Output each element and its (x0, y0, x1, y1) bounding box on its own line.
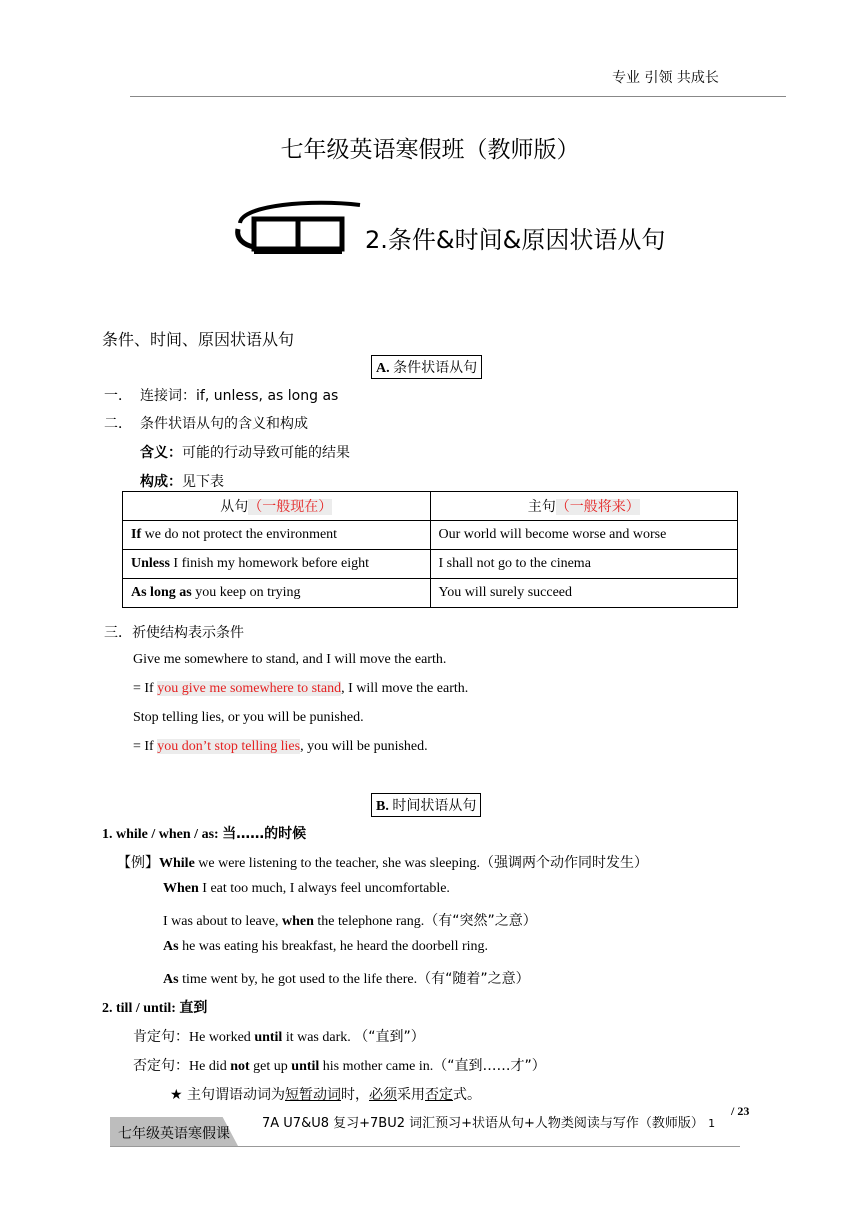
example-sentence-3: Stop telling lies, or you will be punished. (133, 710, 364, 725)
footer-course-text (262, 1112, 715, 1131)
footer-tab-label: 七年级英语寒假课 (118, 1126, 230, 1142)
example-sentence-4 (133, 739, 428, 755)
s1-text: we were listening to the teacher, she was sleeping. (194, 856, 480, 871)
aff-note: （“直到”） (354, 1029, 425, 1045)
table-header-row (123, 492, 738, 521)
meaning-line (140, 442, 350, 462)
part-b-text: 时间状语从句 (392, 798, 477, 814)
tip-part-b: 时， (341, 1087, 370, 1103)
clause-keyword: Unless (131, 556, 170, 571)
clause-keyword: If (131, 527, 142, 542)
neg-middle: get up (249, 1059, 292, 1074)
structure-label: 构成： (140, 474, 182, 490)
table-cell-main: You will surely succeed (430, 579, 738, 608)
tip-underline-3: 否定 (425, 1087, 454, 1103)
ex2-suffix: , I will move the earth. (341, 681, 469, 696)
part-a-text: 条件状语从句 (393, 360, 478, 376)
example-sentence-2 (133, 681, 468, 697)
ex2-answer: you give me somewhere to stand (157, 681, 342, 696)
example-sentence-1: Give me somewhere to stand, and I will move the earth. (133, 652, 447, 667)
s5-text: time went by, he got used to the life there. (178, 972, 418, 987)
lesson-title: 2.条件&时间&原因状语从句 (365, 226, 666, 254)
subheading-while-when-as (102, 823, 306, 843)
table-cell-main: Our world will become worse and worse (430, 521, 738, 550)
example-as-2 (163, 968, 530, 988)
s3-keyword: when (281, 914, 314, 929)
s2-text: I eat too much, I always feel uncomfortable. (198, 881, 450, 896)
ex4-answer: you don’t stop telling lies (157, 739, 301, 754)
affirmative-example (133, 1026, 425, 1046)
grammar-tip (170, 1084, 481, 1104)
s3-suffix: the telephone rang. (313, 914, 425, 929)
s1-note: （强调两个动作同时发生） (479, 855, 648, 871)
table-cell-clause (123, 550, 431, 579)
example-while (117, 852, 648, 872)
neg-keyword-not: not (230, 1059, 250, 1074)
aff-suffix: it was dark. (282, 1030, 351, 1045)
page-total: / 23 (731, 1104, 750, 1118)
item-2-text: 条件状语从句的含义和构成 (140, 416, 308, 432)
neg-suffix: his mother came in. (319, 1059, 434, 1074)
header-main-note: （一般将来） (555, 499, 640, 515)
tip-part-a: 主句谓语动词为 (187, 1087, 286, 1103)
meaning-text: 可能的行动导致可能的结果 (182, 445, 350, 461)
header-main-text: 主句 (527, 499, 556, 515)
condition-table (122, 491, 738, 608)
table-cell-clause (123, 579, 431, 608)
item-2-number: 二． (104, 416, 132, 432)
structure-line (140, 471, 224, 491)
s2-keyword: When (163, 881, 199, 896)
table-cell-main: I shall not go to the cinema (430, 550, 738, 579)
header-motto: 专业 引领 共成长 (612, 70, 719, 86)
tip-part-c: 采用 (397, 1087, 426, 1103)
negative-label: 否定句： (133, 1058, 189, 1074)
section-heading: 条件、时间、原因状语从句 (102, 330, 295, 349)
sub2-english: 2. till / until: (102, 1001, 176, 1016)
aff-keyword: until (254, 1030, 283, 1045)
table-header-clause (123, 492, 431, 521)
sub1-chinese: 当……的时候 (222, 826, 307, 842)
s1-keyword: While (159, 856, 195, 871)
clause-text: I finish my homework before eight (169, 556, 369, 571)
subheading-till-until (102, 997, 207, 1017)
s4-text: he was eating his breakfast, he heard the doorbell ring. (178, 939, 489, 954)
table-cell-clause (123, 521, 431, 550)
table-row (123, 521, 738, 550)
affirmative-label: 肯定句： (133, 1029, 189, 1045)
table-row (123, 550, 738, 579)
part-b-letter: B. (376, 799, 389, 814)
footer-rule (110, 1146, 740, 1147)
part-b-label (371, 793, 481, 817)
example-as-1 (163, 939, 488, 955)
clause-keyword: As long as (131, 585, 192, 600)
clause-text: you keep on trying (191, 585, 301, 600)
example-mark: 【例】 (117, 855, 159, 871)
footer-description: 7A U7&U8 复习+7BU2 词汇预习+状语从句+人物类阅读与写作（教师版） (262, 1116, 704, 1131)
s5-note: （有“随着”之意） (417, 971, 530, 987)
ex4-prefix: = If (133, 739, 158, 754)
negative-example (133, 1055, 546, 1075)
structure-text: 见下表 (182, 474, 224, 490)
meaning-label: 含义： (140, 445, 182, 461)
clause-text: we do not protect the environment (141, 527, 338, 542)
header-rule (130, 96, 786, 97)
example-when (163, 881, 450, 897)
tip-part-d: 式。 (453, 1087, 482, 1103)
ex4-suffix: , you will be punished. (300, 739, 428, 754)
item-1-text: 连接词：if, unless, as long as (140, 388, 339, 404)
ex2-prefix: = If (133, 681, 158, 696)
tip-underline-1: 短暂动词 (285, 1087, 342, 1103)
header-clause-text: 从句 (220, 499, 249, 515)
s5-keyword: As (163, 972, 179, 987)
example-when-sudden (163, 910, 537, 930)
item-1-number: 一． (104, 388, 132, 404)
neg-note: （“直到……才”） (433, 1058, 546, 1074)
header-clause-note: （一般现在） (248, 499, 333, 515)
page-number: 1 (708, 1117, 716, 1130)
aff-prefix: He worked (189, 1030, 255, 1045)
s4-keyword: As (163, 939, 179, 954)
sub2-chinese: 直到 (179, 1000, 208, 1016)
book-icon (232, 193, 362, 259)
tip-underline-2: 必须 (369, 1087, 398, 1103)
s3-note: （有“突然”之意） (424, 913, 537, 929)
item-1-connectives (140, 385, 338, 405)
neg-prefix: He did (189, 1059, 231, 1074)
page-title: 七年级英语寒假班（教师版） (280, 137, 580, 163)
star-icon: ★ (170, 1087, 183, 1103)
s3-prefix: I was about to leave, (163, 914, 282, 929)
sub1-english: 1. while / when / as: (102, 827, 219, 842)
table-row (123, 579, 738, 608)
item-3-heading: 三．祈使结构表示条件 (104, 625, 244, 641)
part-a-label (371, 355, 482, 379)
table-header-main (430, 492, 738, 521)
neg-keyword-until: until (291, 1059, 320, 1074)
part-a-letter: A. (376, 361, 390, 376)
